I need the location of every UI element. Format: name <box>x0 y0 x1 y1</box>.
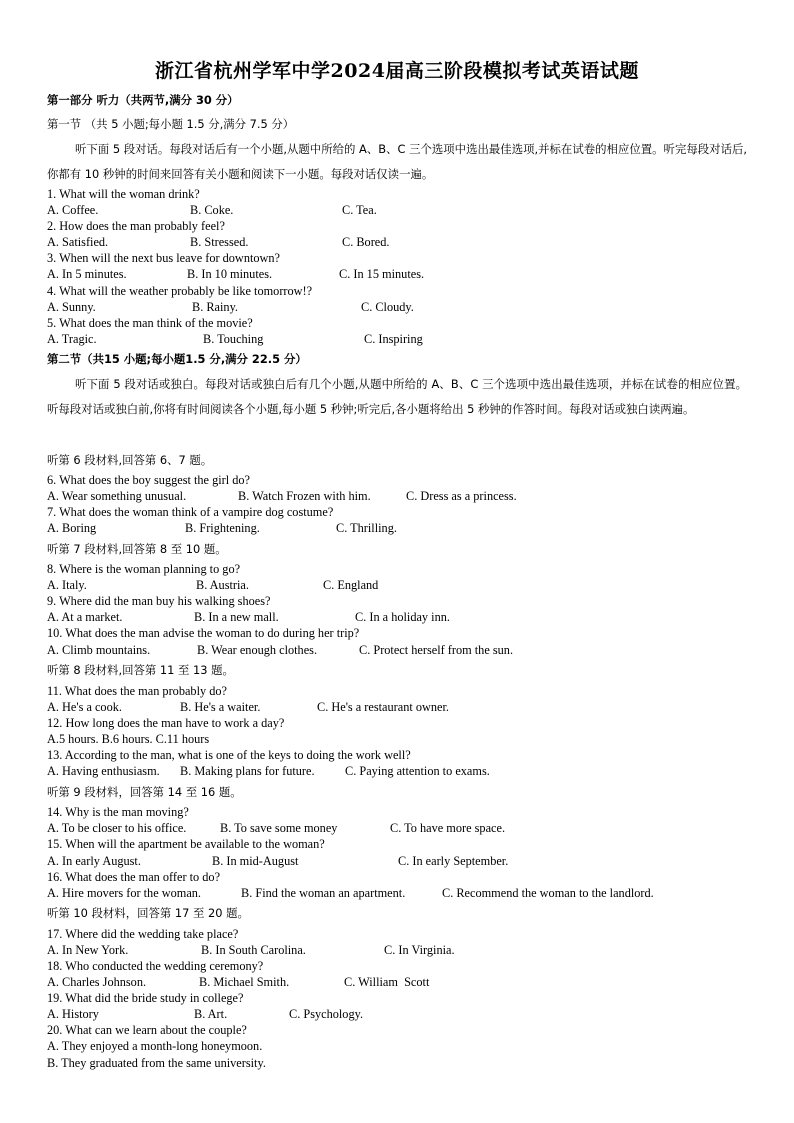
option-c: C. In 15 minutes. <box>339 267 425 281</box>
section1-instructions: 听下面 5 段对话。每段对话后有一个小题,从题中所给的 A、B、C 三个选项中选出最佳选项,并标在试卷的相应位置。听完每段对话后,你都有 10 秒钟的时间来回答有关小题和阅读下一小题。每段对话仅读一遍。 <box>47 142 747 181</box>
option-a: A. In New York. <box>47 943 129 957</box>
option-c: C. Psychology. <box>289 1007 364 1021</box>
option-c: C. In a holiday inn. <box>355 610 450 624</box>
option-b: B. Coke. <box>190 203 234 217</box>
option-a: A. In 5 minutes. <box>47 267 127 281</box>
section2-heading: 第二节（共15 小题;每小题1.5 分,满分 22.5 分） <box>47 352 307 366</box>
part1-heading: 第一部分 听力（共两节,满分 30 分） <box>47 93 239 107</box>
option-b: B. In South Carolina. <box>201 943 306 957</box>
option-b: B. Michael Smith. <box>199 975 290 989</box>
question-text: 7. What does the woman think of a vampire dog costume? <box>47 505 334 519</box>
section1-heading: 第一节 （共 5 小题;每小题 1.5 分,满分 7.5 分） <box>47 117 295 131</box>
option-b: B. In mid-August <box>212 854 299 868</box>
option-c: C. He's a restaurant owner. <box>317 700 449 714</box>
option-a: A. He's a cook. <box>47 700 122 714</box>
option-c: C. Cloudy. <box>361 300 414 314</box>
option-c: C. England <box>323 578 379 592</box>
option-c: C. William Scott <box>344 975 430 989</box>
question-text: 17. Where did the wedding take place? <box>47 927 239 941</box>
option-a: A. Italy. <box>47 578 87 592</box>
material-note: 听第 8 段材料,回答第 11 至 13 题。 <box>47 663 234 677</box>
option-b: B. Find the woman an apartment. <box>241 886 406 900</box>
question-text: 12. How long does the man have to work a day? <box>47 716 285 730</box>
option-a: A. They enjoyed a month-long honeymoon. <box>47 1039 263 1053</box>
option-a: A. Charles Johnson. <box>47 975 147 989</box>
option-c: C. In early September. <box>398 854 509 868</box>
material-note: 听第 6 段材料,回答第 6、7 题。 <box>47 453 213 467</box>
option-b: B. In 10 minutes. <box>187 267 273 281</box>
option-b: B. To save some money <box>220 821 338 835</box>
option-b: B. Frightening. <box>185 521 260 535</box>
option-a: A. Satisfied. <box>47 235 109 249</box>
option-a: A. Hire movers for the woman. <box>47 886 202 900</box>
question-text: 1. What will the woman drink? <box>47 187 200 201</box>
question-text: 10. What does the man advise the woman to do during her trip? <box>47 626 360 640</box>
option-c: C. Paying attention to exams. <box>345 764 490 778</box>
option-b: B. Rainy. <box>192 300 238 314</box>
option-a: A. History <box>47 1007 99 1021</box>
question-text: 19. What did the bride study in college? <box>47 991 244 1005</box>
question-text: 18. Who conducted the wedding ceremony? <box>47 959 264 973</box>
option-b: B. Wear enough clothes. <box>197 643 318 657</box>
option-c: C. Dress as a princess. <box>406 489 517 503</box>
option-b: B. Stressed. <box>190 235 249 249</box>
option-c: C. Protect herself from the sun. <box>359 643 514 657</box>
material-note: 听第 10 段材料，回答第 17 至 20 题。 <box>47 906 249 920</box>
option-b: B. Touching <box>203 332 264 346</box>
option-a: A. Having enthusiasm. <box>47 764 160 778</box>
question-text: 20. What can we learn about the couple? <box>47 1023 247 1037</box>
question-text: 13. According to the man, what is one of the keys to doing the work well? <box>47 748 411 762</box>
section2-instructions: 听下面 5 段对话或独白。每段对话或独白后有几个小题,从题中所给的 A、B、C 三个选项中选出最佳选项，并标在试卷的相应位置。听每段对话或独白前,你将有时间阅读各个小题,每小题 5 秒钟;听完后,各小题将给出 5 秒钟的作答时间。每段对话或独白读两遍。 <box>47 377 747 416</box>
question-text: 16. What does the man offer to do? <box>47 870 221 884</box>
material-note: 听第 9 段材料，回答第 14 至 16 题。 <box>47 785 242 799</box>
option-c: C. Inspiring <box>364 332 423 346</box>
option-b: B. Austria. <box>196 578 249 592</box>
material-note: 听第 7 段材料,回答第 8 至 10 题。 <box>47 542 227 556</box>
question-text: 8. Where is the woman planning to go? <box>47 562 241 576</box>
question-text: 3. When will the next bus leave for downtown? <box>47 251 281 265</box>
option-a: A. Coffee. <box>47 203 99 217</box>
question-text: 11. What does the man probably do? <box>47 684 227 698</box>
question-text: 5. What does the man think of the movie? <box>47 316 253 330</box>
option-b: B. Art. <box>194 1007 228 1021</box>
option-a: A. Sunny. <box>47 300 96 314</box>
question-text: 4. What will the weather probably be like tomorrow!? <box>47 284 313 298</box>
option-b: B. Watch Frozen with him. <box>238 489 371 503</box>
option-a: A. To be closer to his office. <box>47 821 187 835</box>
question-text: 14. Why is the man moving? <box>47 805 189 819</box>
options-line: A.5 hours. B.6 hours. C.11 hours <box>47 732 210 746</box>
option-c: C. Thrilling. <box>336 521 397 535</box>
option-c: C. To have more space. <box>390 821 506 835</box>
option-a: A. Boring <box>47 521 97 535</box>
question-text: 9. Where did the man buy his walking shoes? <box>47 594 271 608</box>
question-text: 15. When will the apartment be available to the woman? <box>47 837 325 851</box>
option-c: C. Tea. <box>342 203 377 217</box>
question-text: 2. How does the man probably feel? <box>47 219 225 233</box>
option-b: B. In a new mall. <box>194 610 279 624</box>
option-b: B. He's a waiter. <box>180 700 261 714</box>
option-a: A. Climb mountains. <box>47 643 151 657</box>
option-b: B. Making plans for future. <box>180 764 315 778</box>
option-a: A. Tragic. <box>47 332 97 346</box>
option-c: C. Recommend the woman to the landlord. <box>442 886 654 900</box>
option-b: B. They graduated from the same university. <box>47 1056 266 1070</box>
option-c: C. In Virginia. <box>384 943 455 957</box>
option-a: A. Wear something unusual. <box>47 489 187 503</box>
option-c: C. Bored. <box>342 235 390 249</box>
page-title: 浙江省杭州学军中学2024届高三阶段模拟考试英语试题 <box>155 60 639 82</box>
question-text: 6. What does the boy suggest the girl do? <box>47 473 250 487</box>
option-a: A. In early August. <box>47 854 141 868</box>
option-a: A. At a market. <box>47 610 123 624</box>
